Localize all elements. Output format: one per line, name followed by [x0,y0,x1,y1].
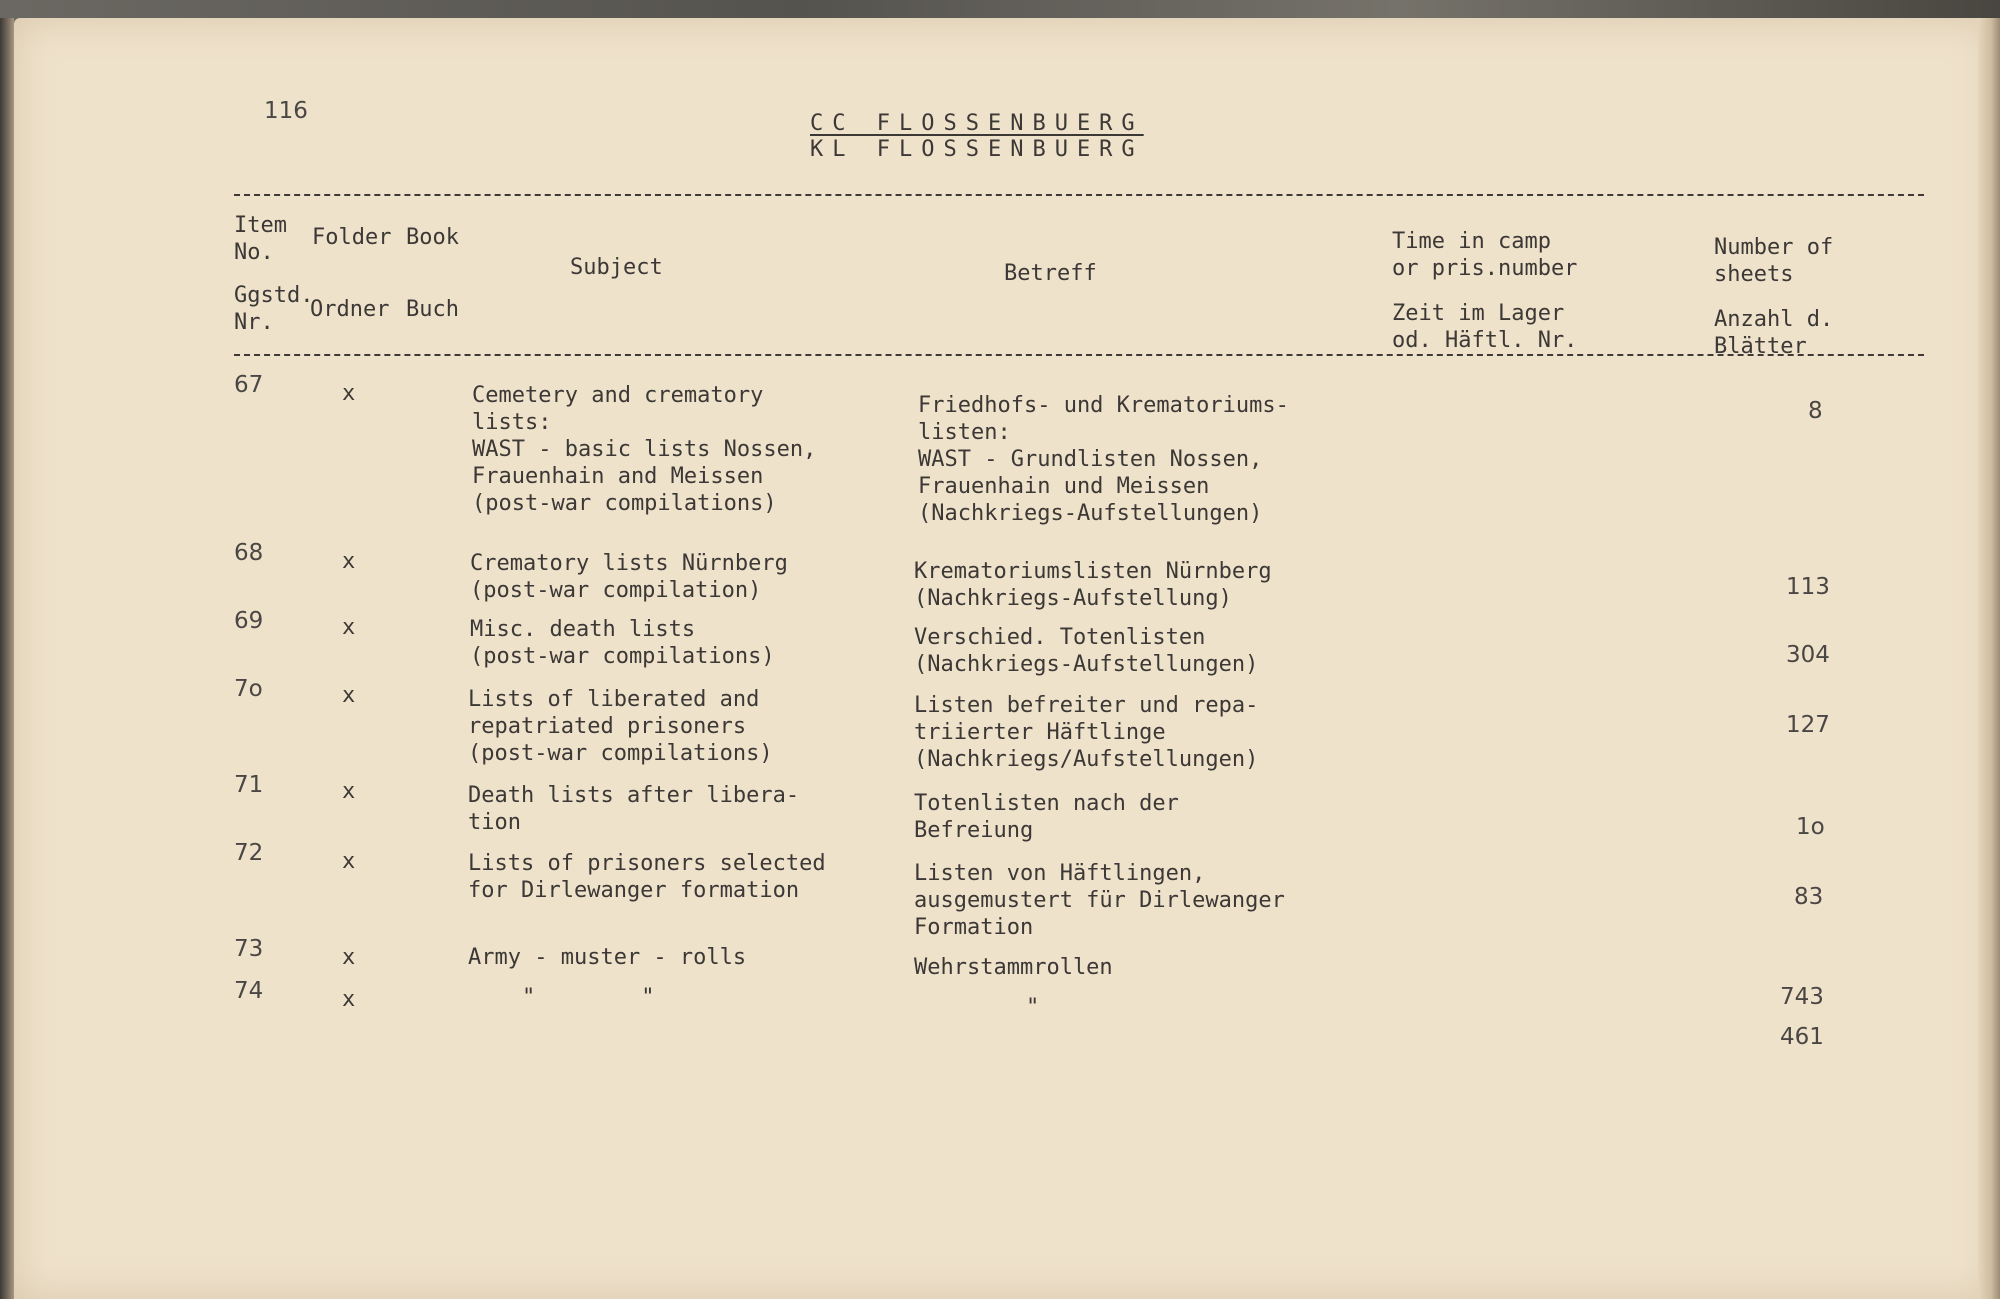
row-subject: Cemetery and crematory lists: WAST - basic lists Nossen, Frauenhain and Meissen (post-war compilations) [472,383,817,516]
row-betreff: Verschied. Totenlisten (Nachkriegs-Aufstellungen) [914,625,1259,677]
row-folder-mark: x [342,683,356,708]
header-folder-de: Ordner [310,297,390,322]
header-time-de: Zeit im Lager od. Häftl. Nr. [1392,301,1578,353]
header-bottom-rule [234,354,1924,356]
row-item-number: 74 [234,978,264,1004]
row-subject: Crematory lists Nürnberg (post-war compilation) [470,551,788,603]
header-book: Book [406,225,459,250]
row-folder-mark: x [342,779,356,804]
row-sheets: 8 [1808,398,1823,424]
page-number: 116 [264,98,308,124]
header-folder: Folder [312,225,392,250]
row-folder-mark: x [342,849,356,874]
book-binding-edge [0,18,14,1299]
row-item-number: 73 [234,936,264,962]
row-item-number: 72 [234,840,264,866]
row-subject: Lists of prisoners selected for Dirlewanger formation [468,851,826,903]
row-folder-mark: x [342,945,356,970]
row-folder-mark: x [342,615,356,640]
row-subject: Misc. death lists (post-war compilations) [470,617,775,669]
row-sheets: 83 [1794,884,1824,910]
row-sheets: 1o [1796,814,1825,840]
row-item-number: 68 [234,540,264,566]
row-subject: Army - muster - rolls [468,945,747,970]
row-sheets: 127 [1786,712,1830,738]
row-item-number: 7o [234,676,263,702]
document-page [14,18,1994,1299]
row-betreff: " [1026,995,1040,1020]
header-top-rule [234,194,1924,196]
row-betreff: Wehrstammrollen [914,955,1113,980]
title-line-2: KL FLOSSENBUERG [810,137,1144,162]
row-folder-mark: x [342,987,356,1012]
row-betreff: Krematoriumslisten Nürnberg (Nachkriegs-Aufstellung) [914,559,1272,611]
row-item-number: 67 [234,372,264,398]
header-sheets-de: Anzahl d. Blätter [1714,307,1834,359]
header-subject: Subject [570,255,663,280]
header-book-de: Buch [406,297,459,322]
row-subject: " " [522,985,655,1010]
header-sheets: Number of sheets [1714,235,1834,287]
row-subject: Lists of liberated and repatriated prisoners (post-war compilations) [468,687,773,766]
row-betreff: Totenlisten nach der Befreiung [914,791,1179,843]
row-sheets: 743 [1780,984,1824,1010]
row-betreff: Listen befreiter und repa- triierter Häftlinge (Nachkriegs/Aufstellungen) [914,693,1259,772]
header-betreff: Betreff [1004,261,1097,286]
row-item-number: 71 [234,772,264,798]
row-betreff: Friedhofs- und Krematoriums- listen: WAST - Grundlisten Nossen, Frauenhain und Meissen (Nachkriegs-Aufstellungen) [918,393,1289,526]
header-time: Time in camp or pris.number [1392,229,1578,281]
row-folder-mark: x [342,549,356,574]
row-item-number: 69 [234,608,264,634]
extra-sheets-count: 461 [1780,1024,1824,1050]
header-item-no: Item No. [234,213,287,265]
title-line-1: CC FLOSSENBUERG [810,111,1144,136]
row-sheets: 304 [1786,642,1830,668]
page-right-edge [1978,18,2000,1299]
row-folder-mark: x [342,381,356,406]
row-sheets: 113 [1786,574,1830,600]
header-item-no-de: Ggstd. Nr. [234,283,314,335]
row-subject: Death lists after libera- tion [468,783,800,835]
row-betreff: Listen von Häftlingen, ausgemustert für Dirlewanger Formation [914,861,1285,940]
